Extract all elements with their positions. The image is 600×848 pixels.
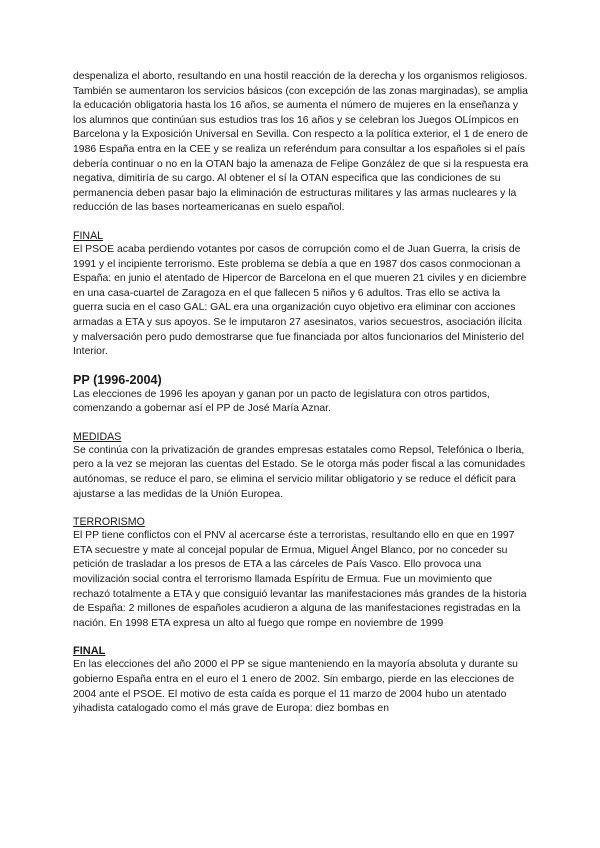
spacer [73, 417, 529, 430]
medidas-label: MEDIDAS [73, 430, 122, 443]
spacer [73, 360, 529, 372]
psoe-final-label: FINAL [73, 229, 104, 242]
spacer [73, 216, 529, 229]
pp-final-label: FINAL [73, 645, 106, 658]
medidas-paragraph: Se continúa con la privatización de grandes empresas estatales como Repsol, Telefónica o Iberia, pero a la vez se mejoran las cuentas del Estado. Se le otorga más poder fiscal a las comunidades autónomas, se reduce el paro, se elimina el servicio militar obligatorio y se reduce el déficit para ajustarse a las medidas de la Unión Europea. [73, 444, 526, 500]
spacer [73, 631, 529, 644]
psoe-final-paragraph: El PSOE acaba perdiendo votantes por casos de corrupción como el de Juan Guerra, la crisis de 1991 y el incipiente terrorismo. Este problema se debía a que en 1987 dos casos conmocionan a España: en junio el atentado de Hipercor de Barcelona en el que mueren 21 civiles y en diciembre en una casa-cuartel de Zaragoza en el que fallecen 5 niños y 6 adultos. Tras ello se activa la guerra sucia en el caso GAL: GAL era una organización cuyo objetivo era eliminar con acciones armadas a ETA y sus apoyos. Se le imputaron 27 asesinatos, varios secuestros, asociación ilícita y malversación pero pudo demostrarse que fue financiada por altos funcionarios del Ministerio del Interior. [73, 243, 527, 358]
pp-intro-paragraph: Las elecciones de 1996 les apoyan y ganan por un pacto de legislatura con otros partidos, comenzando a gobernar así el PP de José María Aznar. [73, 388, 490, 415]
pp-final-paragraph: En las elecciones del año 2000 el PP se sigue manteniendo en la mayoría absoluta y durante su gobierno España entra en el euro el 1 enero de 2002. Sin embargo, pierde en las elecciones de 2004 ante el PSOE. El motivo de esta caída es porque el 11 marzo de 2004 hubo un atentado yihadista catalogado como el más grave de Europa: diez bombas en [73, 659, 518, 715]
pp-section-heading: PP (1996-2004) [73, 372, 162, 387]
spacer [73, 502, 529, 515]
terrorismo-label: TERRORISMO [73, 516, 145, 529]
document-page [73, 70, 529, 717]
terrorismo-paragraph: El PP tiene conflictos con el PNV al acercarse éste a terroristas, resultando ello en que en 1997 ETA secuestre y mate al concejal popular de Ermua, Miguel Ángel Blanco, por no conceder su petición de trasladar a los presos de ETA a las cárceles de País Vasco. Ello provoca una movilización social contra el terrorismo llamada Espíritu de Ermua. Fue un movimiento que rechazó totalmente a ETA y que consiguió levantar las manifestaciones más grandes de la historia de España: 2 millones de españoles acudieron a alguna de las manifestaciones registradas en la nación. En 1998 ETA expresa un alto al fuego que rompe en noviembre de 1999 [73, 530, 527, 629]
intro-paragraph: despenaliza el aborto, resultando en una hostil reacción de la derecha y los organismos religiosos. También se aumentaron los servicios básicos (con excepción de las zonas marginadas), se amplia la educación obligatoria hasta los 16 años, se aumenta el número de mujeres en la enseñanza y los alumnos que continúan sus estudios tras los 16 años y se celebran los Juegos OLímpicos en Barcelona y la Exposición Universal en Sevilla. Con respecto a la política exterior, el 1 de enero de 1986 España entra en la CEE y se realiza un referéndum para consultar a los españoles si el país debería continuar o no en la OTAN bajo la amenaza de Felipe González de que si la respuesta era negativa, dimitiría de su cargo. Al obtener el sí la OTAN especifica que las condiciones de su permanencia deben pasar bajo la eliminación de estructuras militares y las armas nucleares y la reducción de las bases norteamericanas en suelo español. [73, 71, 529, 214]
